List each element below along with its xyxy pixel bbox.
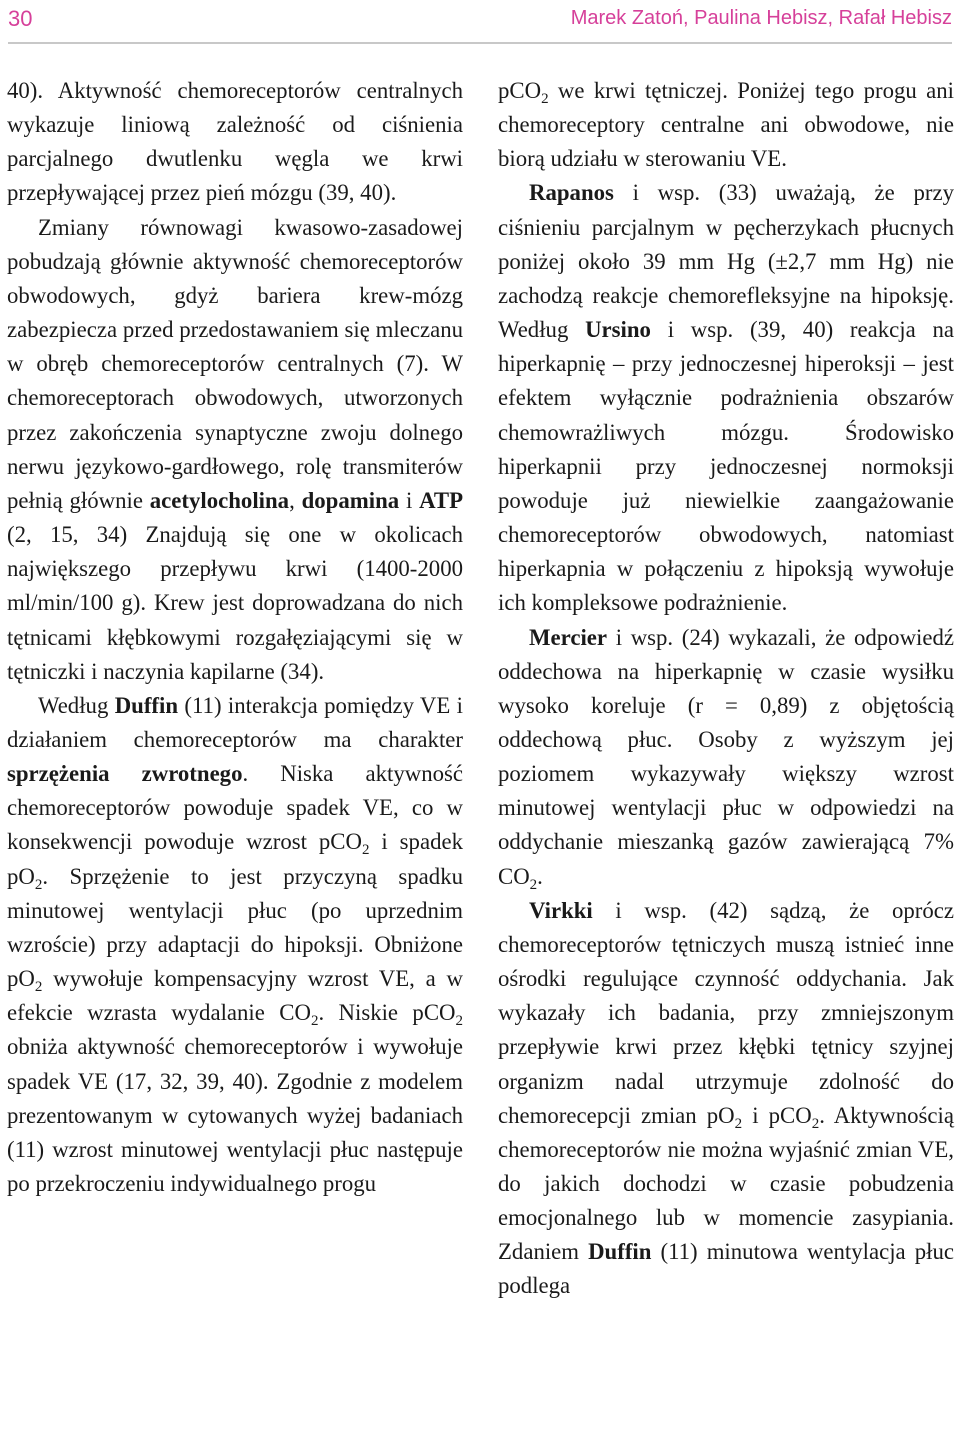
text-run: i wsp. (24) wykazali, że odpowiedź oddechowa na hiperkapnię w czasie wysiłku wysoko koreluje (r = 0,89) z objętością oddechową płuc. Osoby z wyższym jej poziomem wykazywały większy wzrost minutowej wentylacji płuc w odpowiedzi na oddychanie mieszanką gazów zawierającą 7% CO xyxy=(498,624,954,889)
bold-term: sprzężenia zwrotnego xyxy=(7,761,243,787)
text-run: obniża aktywność chemoreceptorów i wywołuje spadek VE (17, 32, 39, 40). Zgodnie z modelem prezentowanym w cytowanych wyżej badaniach (11) wzrost minutowej wentylacji płuc następuje po przekroczeniu indywidualnego progu xyxy=(7,1034,463,1196)
right-column xyxy=(498,74,954,1304)
text-run: (11) minutowa wentylacja płuc podlega xyxy=(498,1239,954,1299)
text-run: . Aktywnością chemoreceptorów nie można wyjaśnić zmian VE, do jakich dochodzi w czasie pobudzenia emocjonalnego lub w momencie zasypiania. Zdaniem xyxy=(498,1102,955,1265)
text-run: . Sprzężenie to jest przyczyną spadku minutowej wentylacji płuc (po uprzednim wzroście) przy adaptacji do hipoksji. Obniżone pO xyxy=(7,863,463,992)
text-run: , xyxy=(289,487,302,513)
subscript: 2 xyxy=(734,1115,743,1132)
text-run: . xyxy=(537,863,543,889)
paragraph xyxy=(7,211,463,689)
bold-term: acetylocholina xyxy=(149,487,290,513)
paragraph xyxy=(498,894,954,1304)
subscript: 2 xyxy=(541,91,549,107)
page-number: 30 xyxy=(8,6,33,31)
text-run: . Niska aktywność chemoreceptorów powoduje spadek VE, co w konsekwencji powoduje wzrost pCO xyxy=(7,761,463,855)
subscript: 2 xyxy=(811,1115,820,1132)
bold-author: Duffin xyxy=(588,1239,652,1265)
subscript: 2 xyxy=(361,842,370,859)
bold-author: Ursino xyxy=(585,317,651,343)
text-run: i wsp. (39, 40) reakcja na hiperkapnię – przy jednoczesnej hiperoksji – jest efektem wyłącznie podrażnienia obszarów chemowrażliwych mózgu. Środowisko hiperkapnii przy jednoczesnej normoksji powoduje już niewielkie zaangażowanie chemoreceptorów obwodowych, natomiast hiperkapnia w połączeniu z hipoksją wywołuje ich kompleksowe podrażnienie. xyxy=(498,317,954,616)
text-run: we krwi tętniczej. Poniżej tego progu ani chemoreceptory centralne ani obwodowe, nie biorą udziału w sterowaniu VE. xyxy=(498,78,954,172)
text-run: (11) interakcja pomiędzy VE i działaniem chemoreceptorów ma charakter xyxy=(7,692,464,752)
text-run: i wsp. (42) sądzą, że oprócz chemoreceptorów tętniczych muszą istnieć inne ośrodki regulujące czynność oddychania. Jak wykazały ich badania, przy zmniejszonym przepływie krwi przez kłębki tętnicy szyjnej organizm nadal utrzymuje zdolność do chemorecepcji zmian pO xyxy=(498,897,954,1128)
left-column xyxy=(7,74,463,1201)
bold-author: Rapanos xyxy=(529,180,614,206)
text-run: Zmiany równowagi kwasowo-zasadowej pobudzają głównie aktywność chemoreceptorów obwodowych, gdyż bariera krew-mózg zabezpiecza przed przedostawaniem się mleczanu w obręb chemoreceptorów centralnych (7). W chemoreceptorach obwodowych, utworzonych przez zakończenia synaptyczne zwoju dolnego nerwu językowo-gardłowego, rolę transmiterów pełnią głównie xyxy=(7,214,463,513)
subscript: 2 xyxy=(310,1013,319,1030)
text-run: i spadek pO xyxy=(7,829,463,889)
text-run: Według xyxy=(38,692,115,718)
page-header xyxy=(8,4,952,40)
paragraph xyxy=(498,176,954,620)
text-run: i xyxy=(399,487,420,513)
subscript: 2 xyxy=(529,876,538,893)
subscript: 2 xyxy=(455,1013,464,1030)
running-head-authors: Marek Zatoń, Paulina Hebisz, Rafał Hebisz xyxy=(570,7,952,29)
paragraph xyxy=(7,689,463,1201)
paragraph xyxy=(7,74,463,211)
bold-term: ATP xyxy=(419,487,464,513)
text-run: 40). Aktywność chemoreceptorów centralnych wykazuje liniową zależność od ciśnienia parcjalnego dwutlenku węgla we krwi przepływającej przez pień mózgu (39, 40). xyxy=(7,78,463,206)
text-run: i pCO xyxy=(742,1102,812,1128)
subscript: 2 xyxy=(34,876,43,893)
text-run: wywołuje kompensacyjny wzrost VE, a w efekcie wzrasta wydalanie CO xyxy=(7,966,463,1026)
subscript: 2 xyxy=(34,979,43,996)
text-run: i wsp. (33) uważają, że przy ciśnieniu parcjalnym w pęcherzykach płucnych poniżej około 39 mm Hg (±2,7 mm Hg) nie zachodzą reakcje chemorefleksyjne na hipoksję. Według xyxy=(498,180,954,343)
paragraph xyxy=(498,74,954,176)
bold-author: Duffin xyxy=(114,692,179,718)
header-rule xyxy=(8,42,952,44)
bold-author: Mercier xyxy=(529,624,608,650)
bold-author: Virkki xyxy=(529,897,593,923)
paragraph xyxy=(498,621,954,894)
text-run: . Niskie pCO xyxy=(318,1000,456,1026)
text-run: pCO xyxy=(498,78,542,103)
bold-term: dopamina xyxy=(301,487,400,513)
text-run: (2, 15, 34) Znajdują się one w okolicach największego przepływu krwi (1400-2000 ml/min/100 g). Krew jest doprowadzana do nich tętnicami kłębkowymi rozgałęziającymi się w tętniczki i naczynia kapilarne (34). xyxy=(7,522,463,684)
